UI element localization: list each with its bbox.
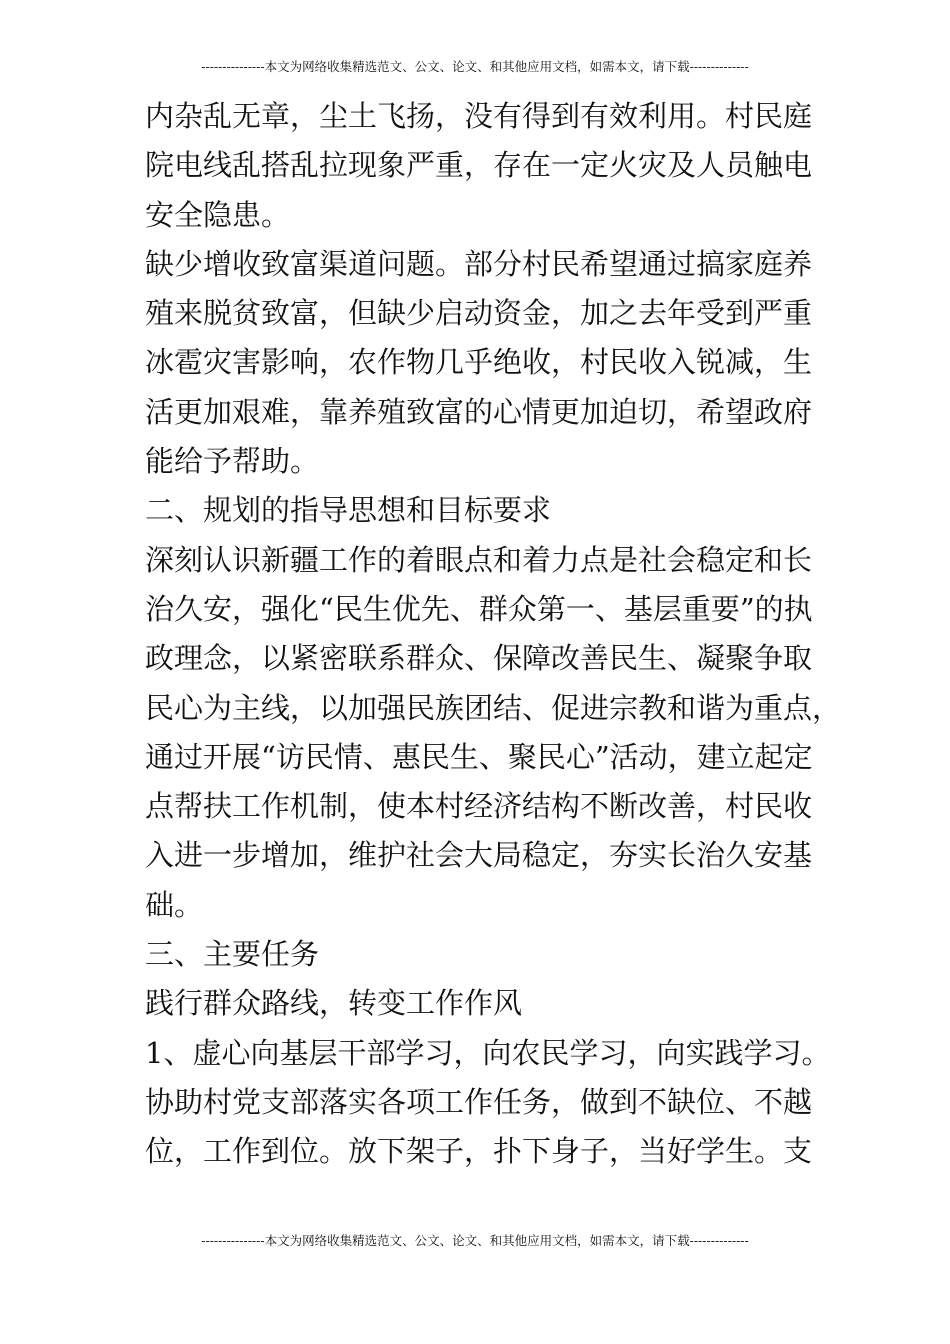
body-line: 安全隐患。 <box>145 197 291 232</box>
body-line: 入进一步增加，维护社会大局稳定，夯实长治久安基 <box>145 838 813 873</box>
body-line: 缺少增收致富渠道问题。部分村民希望通过搞家庭养 <box>145 246 813 281</box>
body-line: 治久安，强化“民生优先、群众第一、基层重要”的执 <box>145 591 813 626</box>
body-line: 通过开展“访民情、惠民生、聚民心”活动，建立起定 <box>145 739 813 774</box>
body-line: 院电线乱搭乱拉现象严重，存在一定火灾及人员触电 <box>145 148 813 183</box>
body-line: 深刻认识新疆工作的着眼点和着力点是社会稳定和长 <box>145 542 813 577</box>
body-line: 民心为主线，以加强民族团结、促进宗教和谐为重点， <box>145 690 842 725</box>
subsection-heading: 践行群众路线，转变工作作风 <box>145 986 523 1021</box>
footer-banner: ---------------本文为网络收集精选范文、公文、论文、和其他应用文档，如需本文，请下载-------------- <box>201 1233 749 1248</box>
body-line: 活更加艰难，靠养殖致富的心情更加迫切，希望政府 <box>145 394 813 429</box>
header-banner: ---------------本文为网络收集精选范文、公文、论文、和其他应用文档，如需本文，请下载-------------- <box>201 59 749 74</box>
section-heading: 三、主要任务 <box>145 937 320 972</box>
body-line: 1、虚心向基层干部学习，向农民学习，向实践学习。 <box>145 1035 831 1070</box>
body-line: 能给予帮助。 <box>145 444 320 479</box>
section-heading: 二、规划的指导思想和目标要求 <box>145 493 552 528</box>
body-line: 点帮扶工作机制，使本村经济结构不断改善，村民收 <box>145 789 813 824</box>
body-line: 冰雹灾害影响，农作物几乎绝收，村民收入锐减，生 <box>145 345 813 380</box>
body-line: 位，工作到位。放下架子，扑下身子，当好学生。支 <box>145 1134 813 1169</box>
body-line: 础。 <box>145 887 204 922</box>
body-line: 政理念，以紧密联系群众、保障改善民生、凝聚争取 <box>145 641 813 676</box>
document-body <box>145 92 842 1177</box>
body-line: 内杂乱无章，尘土飞扬，没有得到有效利用。村民庭 <box>145 99 813 133</box>
body-line: 协助村党支部落实各项工作任务，做到不缺位、不越 <box>145 1084 813 1119</box>
body-line: 殖来脱贫致富，但缺少启动资金，加之去年受到严重 <box>145 296 813 331</box>
